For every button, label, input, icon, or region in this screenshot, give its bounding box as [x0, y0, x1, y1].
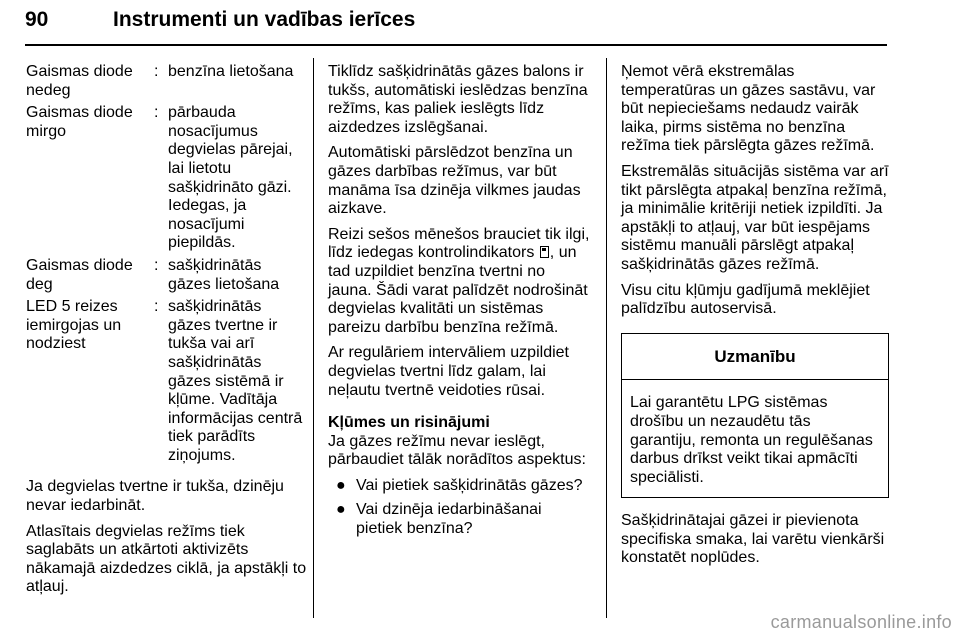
- page-header: [25, 4, 885, 44]
- spec-key: Gaismas diode nedeg: [26, 63, 133, 99]
- paragraph: Ekstremālās situācijās sistēma var arī tikt pārslēgta atpakaļ benzīna režīmā, ja minimālie kritēriji netiek izpildīti. Ja apstākļi to atļauj, var būt iespējams sistēmu manuāli pārslēgt atpakaļ sašķidrinātās gāzes režīmā.: [621, 162, 889, 273]
- section-heading: Kļūmes un risinājumi: [328, 414, 490, 432]
- paragraph: Atlasītais degvielas režīms tiek saglabāts un atkārtoti aktivizēts nākamajā aizdedzes ciklā, ja apstākļi to atļauj.: [26, 522, 307, 596]
- led-status-table: [26, 63, 308, 469]
- spec-key: LED 5 reizes iemirgojas un nodziest: [26, 298, 122, 353]
- paragraph: Ja degvielas tvertne ir tukša, dzinēju nevar iedarbināt.: [26, 478, 284, 515]
- fuel-pump-icon: [540, 246, 549, 258]
- paragraph-text: , un tad uzpildiet benzīna tvertni no jauna. Šādi varat palīdzēt nodrošināt degvielas kvalitāti un sistēmas pareizu darbību benzīna režīmā.: [328, 244, 588, 336]
- paragraph: Sašķidrinātajai gāzei ir pievienota specifiska smaka, lai varētu vienkārši konstatēt noplūdes.: [621, 512, 885, 567]
- list-item: [328, 477, 592, 496]
- bullet-icon: ●: [336, 476, 346, 494]
- column-1: [26, 63, 308, 604]
- column-divider-1: [313, 58, 314, 618]
- column-2: [328, 63, 592, 545]
- spec-colon: :: [154, 256, 159, 274]
- list-item: [328, 501, 592, 538]
- paragraph: Ņemot vērā ekstremālas temperatūras un gāzes sastāvu, var būt nepieciešams nedaudz vairāk laika, pirms sistēma no benzīna režīma tiek pārslēgta gāzes režīmā.: [621, 63, 876, 155]
- spec-value: benzīna lietošana: [168, 63, 294, 80]
- spec-value: pārbauda nosacījumus degvielas pārejai, lai lietotu sašķidrināto gāzi. Iedegas, ja nosacījumi piepildās.: [168, 104, 293, 252]
- column-3: [621, 63, 889, 575]
- caution-title: Uzmanību: [622, 334, 888, 381]
- caution-body: Lai garantētu LPG sistēmas drošību un nezaudētu tās garantiju, remonta un regulēšanas darbus drīkst veikt tikai apmācīti speciālisti.: [630, 394, 873, 486]
- paragraph: Automātiski pārslēdzot benzīna un gāzes darbības režīmus, var būt manāma īsa dzinēja vilkmes jaudas aizkave.: [328, 144, 581, 218]
- paragraph-text: Reizi sešos mēnešos brauciet tik ilgi, līdz iedegas kontrolindikators: [328, 225, 590, 262]
- header-divider: [25, 44, 887, 46]
- paragraph-with-icon: [328, 226, 592, 338]
- spec-colon: :: [154, 63, 159, 80]
- paragraph: Tiklīdz sašķidrinātās gāzes balons ir tukšs, automātiski ieslēdzas benzīna režīms, kas paliek ieslēgts līdz aizdedzes izslēgšanai.: [328, 63, 588, 136]
- spec-value: sašķidrinātās gāzes tvertne ir tukša vai arī sašķidrinātās gāzes sistēmā ir kļūme. Vadītāja informācijas centrā tiek parādīts ziņojums.: [168, 298, 303, 464]
- check-list: [328, 477, 592, 539]
- spec-colon: :: [154, 298, 159, 316]
- paragraph: Ar regulāriem intervāliem uzpildiet degvielas tvertni līdz galam, lai neļautu tvertnē veidoties rūsai.: [328, 344, 569, 399]
- list-item-text: Vai dzinēja iedarbināšanai pietiek benzīna?: [356, 501, 542, 538]
- spec-key: Gaismas diode deg: [26, 256, 133, 293]
- spec-colon: :: [154, 104, 159, 122]
- page-title: Instrumenti un vadības ierīces: [113, 8, 416, 31]
- watermark: carmanualsonline.info: [770, 612, 952, 632]
- paragraph: Ja gāzes režīmu nevar ieslēgt, pārbaudiet tālāk norādītos aspektus:: [328, 432, 586, 469]
- list-item-text: Vai pietiek sašķidrinātās gāzes?: [356, 476, 583, 494]
- spec-key: Gaismas diode mirgo: [26, 104, 133, 140]
- caution-box: [621, 333, 889, 499]
- spec-value: sašķidrinātās gāzes lietošana: [168, 256, 280, 293]
- paragraph: Visu citu kļūmju gadījumā meklējiet palīdzību autoservisā.: [621, 281, 870, 318]
- bullet-icon: ●: [336, 501, 346, 519]
- column-divider-2: [606, 58, 607, 618]
- page-number: 90: [25, 8, 49, 31]
